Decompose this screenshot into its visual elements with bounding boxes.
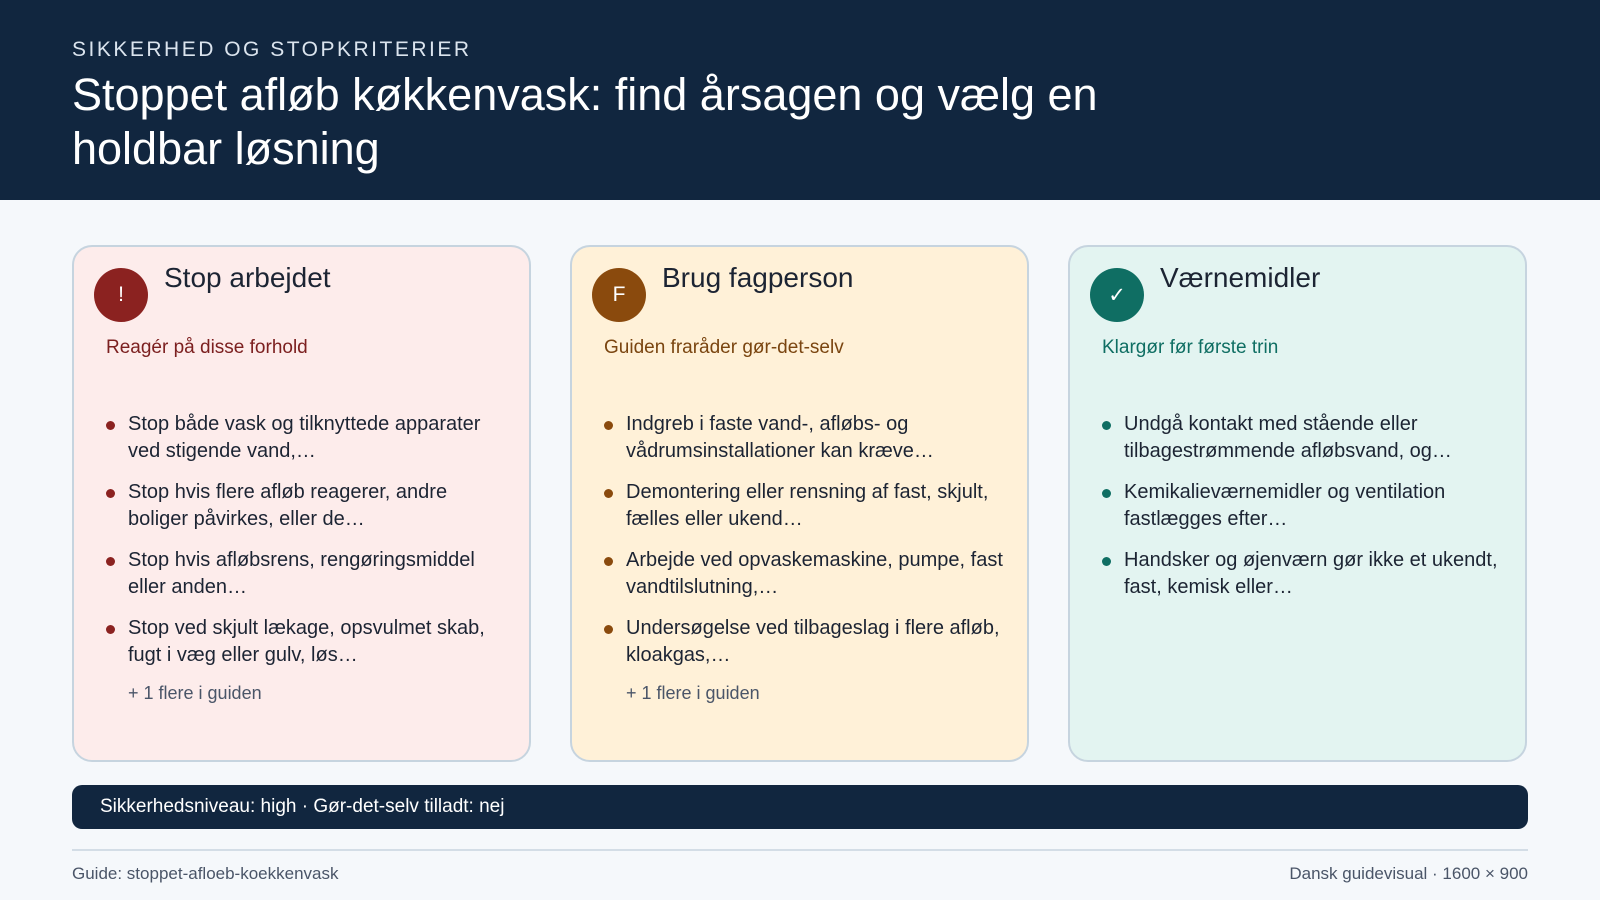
list-item-text: Handsker og øjenværn gør ikke et ukendt, fast, kemisk eller… bbox=[1124, 549, 1498, 598]
eyebrow: SIKKERHED OG STOPKRITERIER bbox=[72, 38, 472, 61]
bullet-icon bbox=[604, 557, 613, 566]
card-list bbox=[1102, 411, 1502, 615]
list-item bbox=[1102, 547, 1502, 601]
card-title: Brug fagperson bbox=[662, 262, 854, 293]
list-item-text: Stop ved skjult lækage, opsvulmet skab, fugt i væg eller gulv, løs… bbox=[128, 617, 485, 666]
list-item-text: Stop hvis flere afløb reagerer, andre boliger påvirkes, eller de… bbox=[128, 481, 448, 530]
bullet-icon bbox=[604, 421, 613, 430]
list-item-text: Stop både vask og tilknyttede apparater ved stigende vand,… bbox=[128, 413, 481, 462]
page-title: Stoppet afløb køkkenvask: find årsagen og vælg en holdbar løsning bbox=[72, 69, 1098, 174]
list-item bbox=[604, 615, 1004, 669]
card-list bbox=[604, 411, 1004, 704]
list-item bbox=[604, 547, 1004, 601]
list-item bbox=[1102, 411, 1502, 465]
more-link: + 1 flere i guiden bbox=[626, 683, 760, 703]
list-item-text: Arbejde ved opvaskemaskine, pumpe, fast vandtilslutning,… bbox=[626, 549, 1003, 598]
list-item bbox=[1102, 479, 1502, 533]
card-stop-arbejdet bbox=[72, 245, 531, 762]
professional-icon: F bbox=[592, 268, 646, 322]
bullet-icon bbox=[604, 489, 613, 498]
card-list bbox=[106, 411, 506, 704]
checkmark-icon: ✓ bbox=[1090, 268, 1144, 322]
list-item-text: Indgreb i faste vand-, afløbs- og vådrumsinstallationer kan kræve… bbox=[626, 413, 934, 462]
list-item-text: Undgå kontakt med stående eller tilbagestrømmende afløbsvand, og… bbox=[1124, 413, 1452, 462]
card-title: Værnemidler bbox=[1160, 262, 1321, 293]
card-subtitle: Reagér på disse forhold bbox=[106, 337, 308, 358]
bullet-icon bbox=[1102, 489, 1111, 498]
footer-meta: Dansk guidevisual · 1600 × 900 bbox=[1289, 864, 1528, 883]
card-brug-fagperson bbox=[570, 245, 1029, 762]
list-item-text: Stop hvis afløbsrens, rengøringsmiddel eller anden… bbox=[128, 549, 475, 598]
footer-guide-id: Guide: stoppet-afloeb-koekkenvask bbox=[72, 864, 339, 883]
list-item bbox=[106, 411, 506, 465]
warning-icon: ! bbox=[94, 268, 148, 322]
bullet-icon bbox=[106, 557, 115, 566]
list-item bbox=[106, 479, 506, 533]
card-vaernemidler bbox=[1068, 245, 1527, 762]
list-item bbox=[106, 547, 506, 601]
bullet-icon bbox=[106, 421, 115, 430]
safety-banner: Sikkerhedsniveau: high · Gør-det-selv tilladt: nej bbox=[72, 785, 1528, 829]
list-item bbox=[604, 479, 1004, 533]
bullet-icon bbox=[106, 625, 115, 634]
list-item bbox=[604, 411, 1004, 465]
card-title: Stop arbejdet bbox=[164, 262, 331, 293]
list-item-text: Undersøgelse ved tilbageslag i flere afløb, kloakgas,… bbox=[626, 617, 1000, 666]
more-link: + 1 flere i guiden bbox=[128, 683, 262, 703]
bullet-icon bbox=[604, 625, 613, 634]
card-subtitle: Guiden fraråder gør-det-selv bbox=[604, 337, 844, 358]
bullet-icon bbox=[1102, 421, 1111, 430]
list-item-text: Demontering eller rensning af fast, skjult, fælles eller ukend… bbox=[626, 481, 989, 530]
card-subtitle: Klargør før første trin bbox=[1102, 337, 1279, 358]
list-item bbox=[106, 615, 506, 669]
list-item-text: Kemikalieværnemidler og ventilation fastlægges efter… bbox=[1124, 481, 1446, 530]
bullet-icon bbox=[1102, 557, 1111, 566]
bullet-icon bbox=[106, 489, 115, 498]
divider bbox=[72, 849, 1528, 851]
header bbox=[0, 0, 1600, 200]
